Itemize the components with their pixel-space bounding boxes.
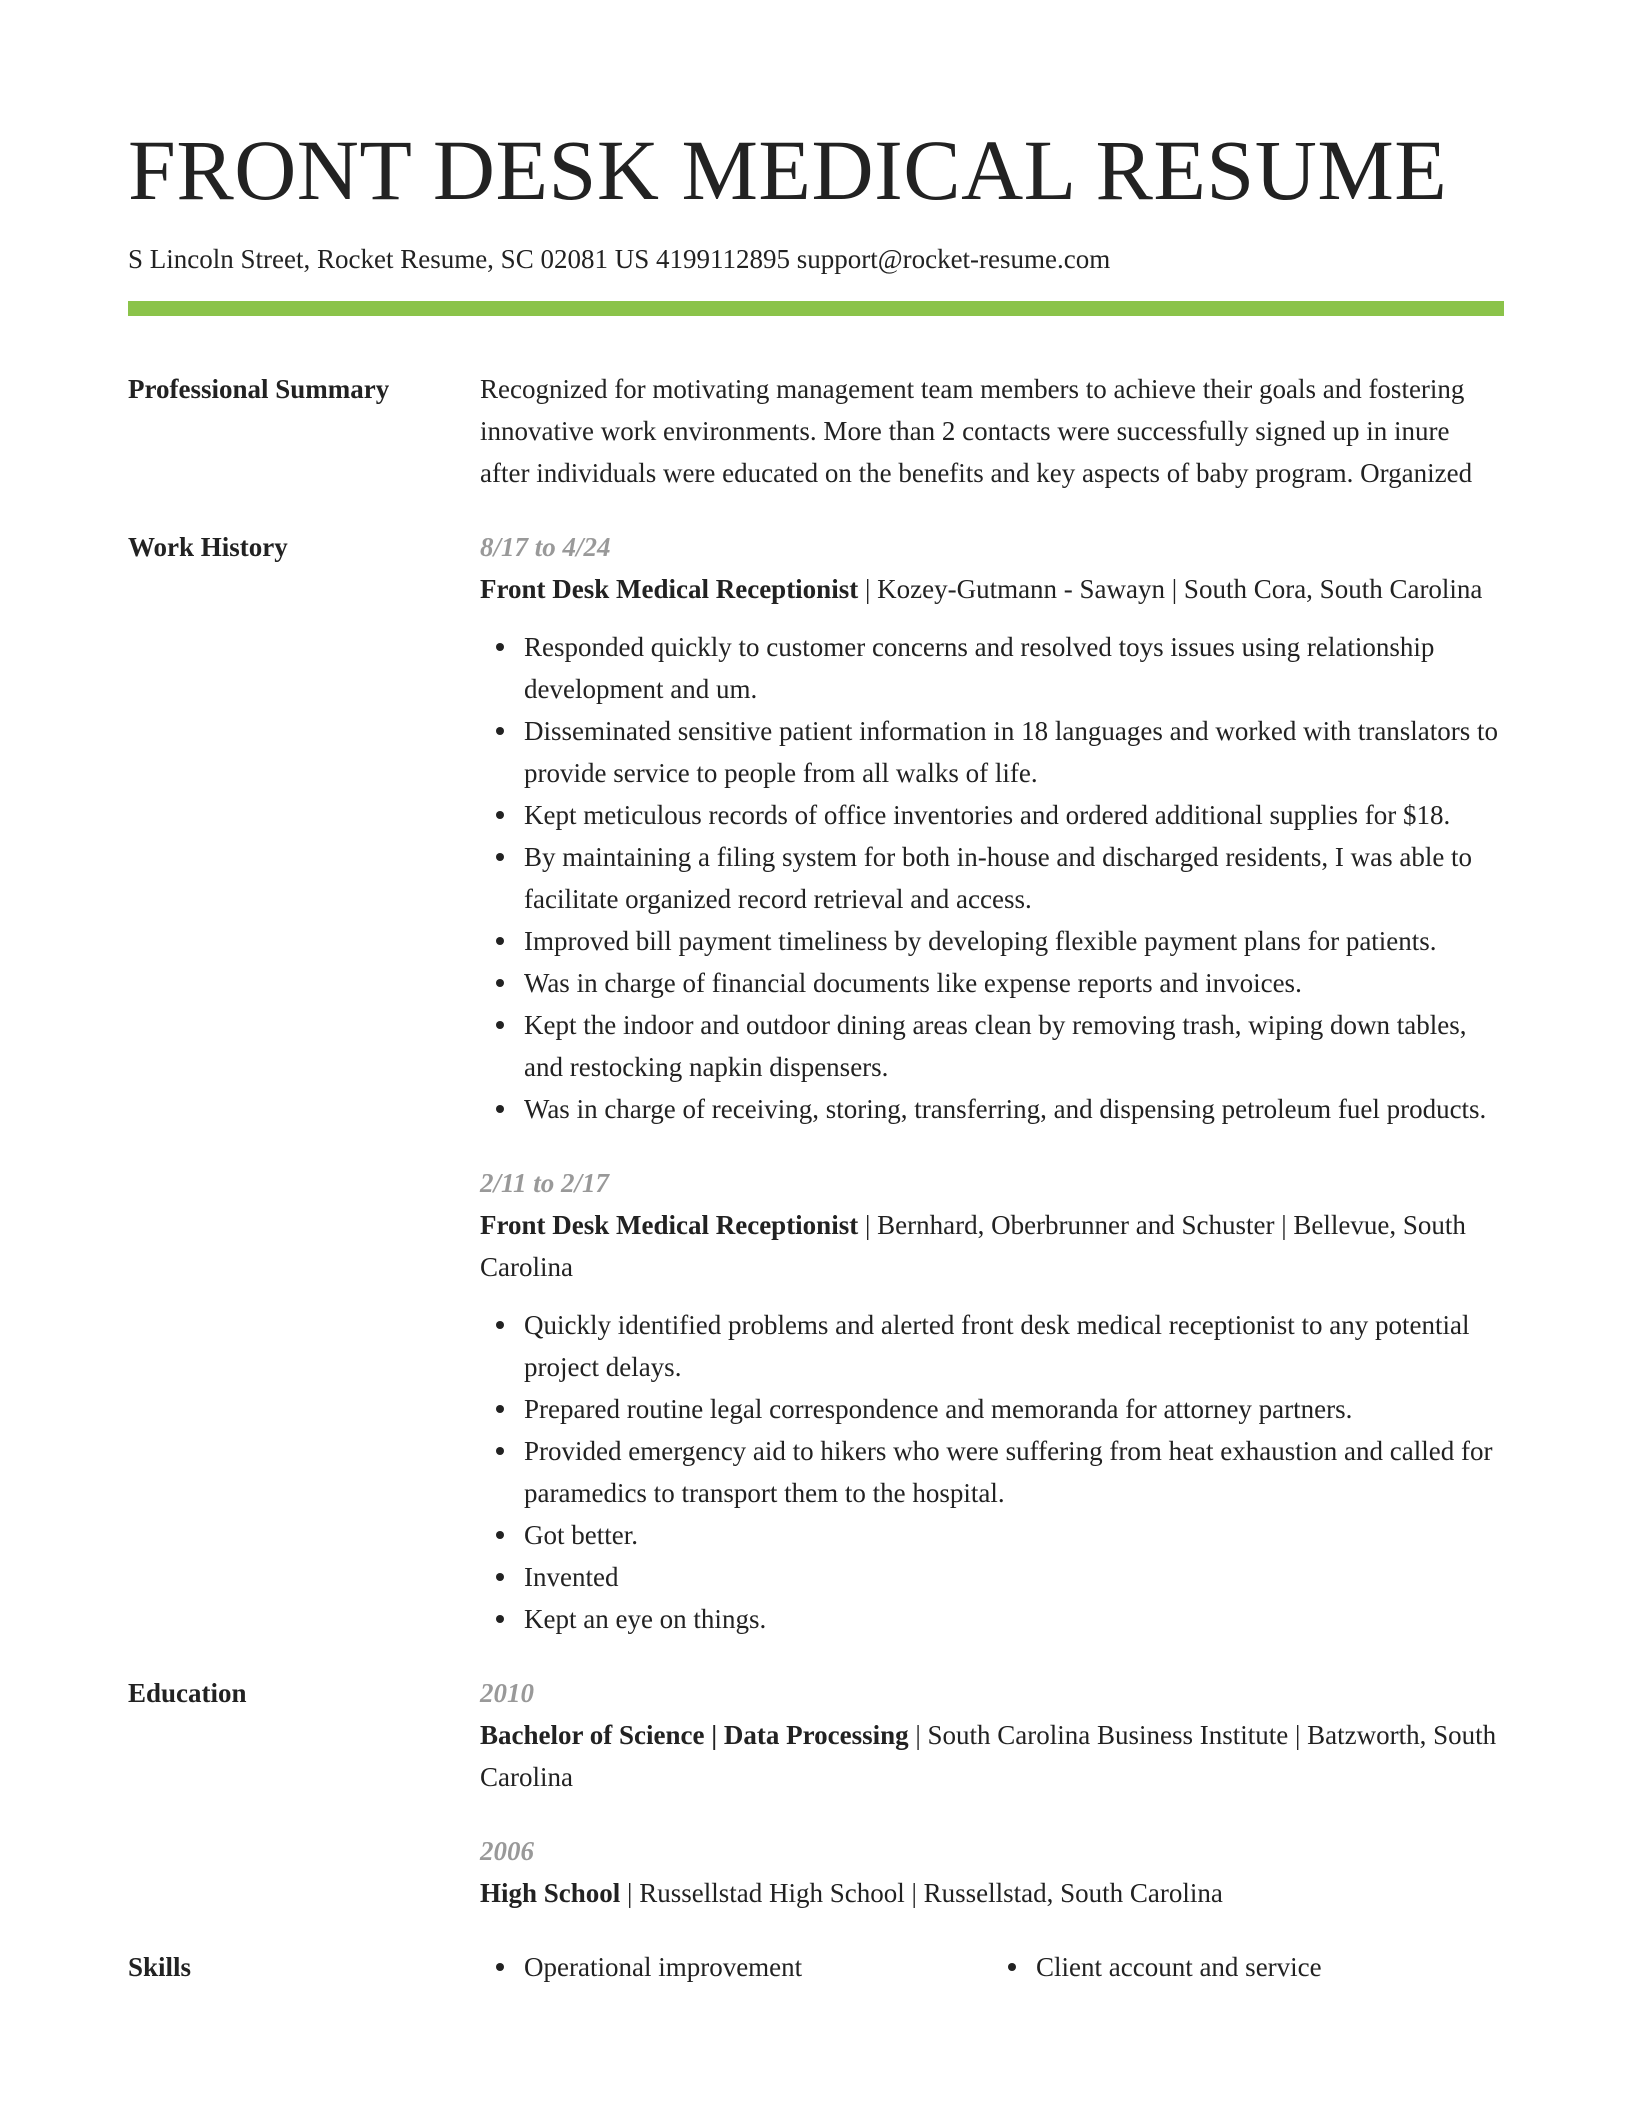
job-duty: Responded quickly to customer concerns and resolved toys issues using relationship development and um. — [524, 626, 1504, 710]
work-history-heading: Work History — [128, 532, 288, 562]
job-employer: | Kozey-Gutmann - Sawayn | South Cora, South Carolina — [858, 574, 1483, 604]
education-line — [480, 1872, 1504, 1914]
job-duty: Quickly identified problems and alerted front desk medical receptionist to any potential project delays. — [524, 1304, 1504, 1388]
summary-body — [480, 368, 1504, 494]
job-duty: Was in charge of financial documents like expense reports and invoices. — [524, 962, 1504, 1004]
summary-heading: Professional Summary — [128, 374, 390, 404]
job-duty: Improved bill payment timeliness by developing flexible payment plans for patients. — [524, 920, 1504, 962]
page-title: FRONT DESK MEDICAL RESUME — [128, 122, 1448, 218]
job-duty: Kept meticulous records of office inventories and ordered additional supplies for $18. — [524, 794, 1504, 836]
skill-item: Operational improvement — [480, 1946, 992, 1988]
contact-info: S Lincoln Street, Rocket Resume, SC 02081 US 4199112895 support@rocket-resume.com — [128, 244, 1111, 274]
job-duty: By maintaining a filing system for both in-house and discharged residents, I was able to facilitate organized record retrieval and access. — [524, 836, 1504, 920]
education-heading: Education — [128, 1678, 247, 1708]
degree-name: Bachelor of Science | Data Processing — [480, 1720, 909, 1750]
job-title: Front Desk Medical Receptionist — [480, 574, 859, 604]
skills-section — [128, 1946, 1504, 1988]
education-year: 2010 — [480, 1678, 534, 1708]
education-year: 2006 — [480, 1836, 534, 1866]
job-title-line — [480, 568, 1504, 610]
job-duty: Prepared routine legal correspondence and memoranda for attorney partners. — [524, 1388, 1504, 1430]
education-line — [480, 1714, 1504, 1798]
skills-heading: Skills — [128, 1952, 192, 1982]
education-entry — [480, 1672, 1504, 1798]
job-duty: Kept an eye on things. — [524, 1598, 1504, 1640]
school-details: | South Carolina Business Institute | Batzworth, South Carolina — [480, 1720, 1497, 1792]
job-dates: 2/11 to 2/17 — [480, 1168, 610, 1198]
skills-list — [480, 1946, 1504, 1988]
work-history-section — [128, 526, 1504, 1640]
job-title-line — [480, 1204, 1504, 1288]
education-body — [480, 1672, 1504, 1914]
job-title: Front Desk Medical Receptionist — [480, 1210, 859, 1240]
education-section — [128, 1672, 1504, 1914]
job-employer: | Bernhard, Oberbrunner and Schuster | Bellevue, South Carolina — [480, 1210, 1466, 1282]
job-duty: Provided emergency aid to hikers who were suffering from heat exhaustion and called for paramedics to transport them to the hospital. — [524, 1430, 1504, 1514]
job-entry — [480, 1162, 1504, 1640]
skill-item: Client account and service — [992, 1946, 1504, 1988]
work-history-body — [480, 526, 1504, 1640]
summary-text: Recognized for motivating management team members to achieve their goals and fostering innovative work environments. More than 2 contacts were successfully signed up in inure after individuals were educated on the benefits and key aspects of baby program. Organized — [480, 374, 1473, 488]
skills-body — [480, 1946, 1504, 1988]
summary-section — [128, 368, 1504, 494]
job-duties-list — [480, 1304, 1504, 1640]
job-duty: Kept the indoor and outdoor dining areas clean by removing trash, wiping down tables, and restocking napkin dispensers. — [524, 1004, 1504, 1088]
job-duty: Invented — [524, 1556, 1504, 1598]
education-entry — [480, 1830, 1504, 1914]
job-duty: Disseminated sensitive patient information in 18 languages and worked with translators to provide service to people from all walks of life. — [524, 710, 1504, 794]
job-duties-list — [480, 626, 1504, 1130]
accent-divider — [128, 301, 1504, 316]
degree-name: High School — [480, 1878, 621, 1908]
resume-page — [128, 0, 1504, 1988]
job-duty: Got better. — [524, 1514, 1504, 1556]
job-duty: Was in charge of receiving, storing, transferring, and dispensing petroleum fuel products. — [524, 1088, 1504, 1130]
job-dates: 8/17 to 4/24 — [480, 532, 611, 562]
job-entry — [480, 526, 1504, 1130]
school-details: | Russellstad High School | Russellstad, South Carolina — [620, 1878, 1223, 1908]
